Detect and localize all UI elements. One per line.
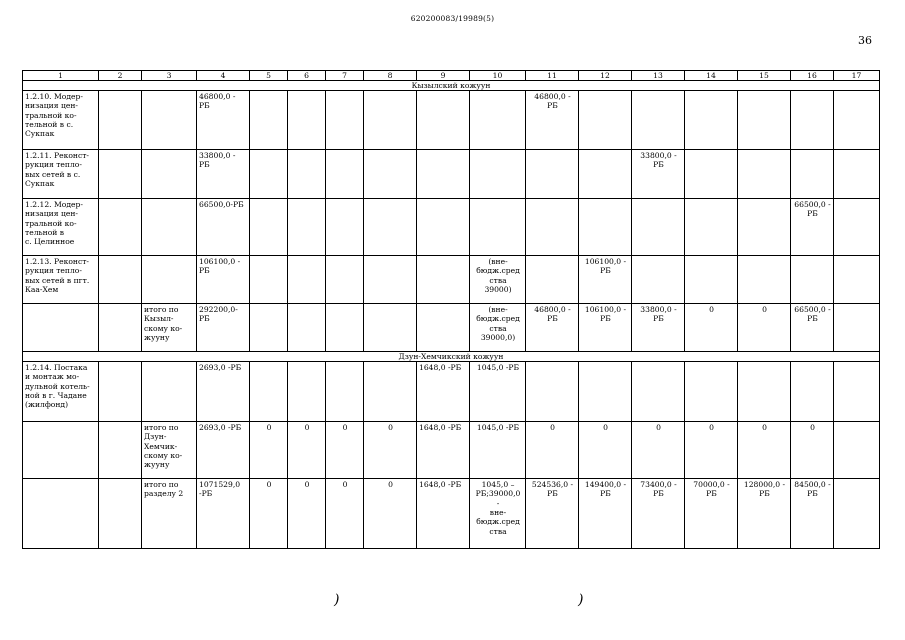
table-cell: 0	[250, 422, 288, 479]
table-cell	[685, 199, 738, 256]
table-cell: 84500,0 - РБ	[791, 479, 834, 549]
section-title: Кызылский кожуун	[23, 81, 880, 91]
table-cell: 1648,0 -РБ	[417, 422, 470, 479]
table-cell: 106100,0 - РБ	[579, 304, 632, 352]
table-cell: (вне- бюдж.сред ства 39000,0)	[470, 304, 526, 352]
table-cell: 0	[791, 422, 834, 479]
column-number-cell: 6	[288, 71, 326, 81]
table-cell	[834, 256, 880, 304]
margin-mark: )	[578, 592, 584, 608]
table-cell: 0	[250, 479, 288, 549]
table-cell	[834, 150, 880, 199]
table-row	[23, 256, 880, 304]
margin-mark: )	[334, 592, 340, 608]
table-cell	[99, 256, 142, 304]
table-cell: 0	[579, 422, 632, 479]
table-cell	[417, 304, 470, 352]
table-cell	[142, 150, 197, 199]
budget-table	[22, 70, 880, 549]
table-cell: 33800,0 - РБ	[632, 304, 685, 352]
table-cell	[364, 256, 417, 304]
table-cell: 0	[685, 422, 738, 479]
table-cell	[250, 256, 288, 304]
table-cell: 1.2.14. Постака и монтаж мо- дульной котель- ной в г. Чадане (жилфонд)	[23, 362, 99, 422]
table-cell: итого по разделу 2	[142, 479, 197, 549]
column-number-cell: 5	[250, 71, 288, 81]
table-cell	[142, 362, 197, 422]
table-cell: 0	[526, 422, 579, 479]
table-cell	[526, 256, 579, 304]
table-cell	[791, 150, 834, 199]
page-number: 36	[858, 34, 872, 47]
column-number-cell: 17	[834, 71, 880, 81]
table-cell	[632, 91, 685, 150]
table-cell: 1071529,0 -РБ	[197, 479, 250, 549]
table-cell	[142, 256, 197, 304]
table-cell	[579, 150, 632, 199]
table-cell: итого по Кызыл- скому ко- жууну	[142, 304, 197, 352]
table-cell	[417, 91, 470, 150]
table-cell	[288, 91, 326, 150]
table-cell	[326, 304, 364, 352]
table-cell: 0	[632, 422, 685, 479]
table-cell: 292200,0- РБ	[197, 304, 250, 352]
table-cell	[250, 304, 288, 352]
table-cell	[142, 91, 197, 150]
table-cell: 33800,0 - РБ	[197, 150, 250, 199]
table-cell: 1.2.12. Модер- низация цен- тральной ко- тельной в с. Целинное	[23, 199, 99, 256]
table-cell: 0	[326, 479, 364, 549]
table-cell: 0	[685, 304, 738, 352]
table-cell	[99, 304, 142, 352]
table-cell: 1045,0 -РБ	[470, 362, 526, 422]
table-cell	[250, 91, 288, 150]
table-cell: 46800,0 - РБ	[526, 304, 579, 352]
column-number-cell: 11	[526, 71, 579, 81]
table-cell: 0	[364, 422, 417, 479]
table-cell: 0	[288, 479, 326, 549]
table-cell: 2693,0 -РБ	[197, 422, 250, 479]
table-cell: 1.2.10. Модер- низация цен- тральной ко- тельной в с. Сукпак	[23, 91, 99, 150]
table-cell	[99, 91, 142, 150]
table-cell	[685, 256, 738, 304]
table-cell	[326, 199, 364, 256]
table-cell: 33800,0 - РБ	[632, 150, 685, 199]
table-cell: 149400,0 - РБ	[579, 479, 632, 549]
table-cell: 1045,0 – РБ;39000,0 - вне- бюдж.сред ства	[470, 479, 526, 549]
table-cell	[417, 150, 470, 199]
table-cell	[288, 304, 326, 352]
table-cell	[632, 362, 685, 422]
table-cell: 128000,0 - РБ	[738, 479, 791, 549]
table-cell	[685, 150, 738, 199]
table-cell	[738, 91, 791, 150]
table-cell	[250, 150, 288, 199]
section-row	[23, 81, 880, 91]
table-cell	[632, 256, 685, 304]
table-cell	[364, 199, 417, 256]
table-cell	[834, 91, 880, 150]
document-id: 620200083/19989(5)	[410, 14, 495, 23]
table-cell	[526, 199, 579, 256]
table-row	[23, 304, 880, 352]
table-cell	[364, 304, 417, 352]
column-number-cell: 2	[99, 71, 142, 81]
table-cell: 73400,0 - РБ	[632, 479, 685, 549]
table-cell: 2693,0 -РБ	[197, 362, 250, 422]
table-cell	[288, 362, 326, 422]
table-cell	[791, 362, 834, 422]
table-cell	[23, 304, 99, 352]
table-cell	[791, 91, 834, 150]
table-cell: 46800,0 - РБ	[197, 91, 250, 150]
table-cell: 0	[364, 479, 417, 549]
table-cell	[470, 150, 526, 199]
table-cell: 66500,0-РБ	[197, 199, 250, 256]
table-cell: итого по Дзун- Хемчик- скому ко- жууну	[142, 422, 197, 479]
table-cell	[326, 256, 364, 304]
table-cell: 70000,0 - РБ	[685, 479, 738, 549]
table-cell	[364, 150, 417, 199]
table-cell: 0	[288, 422, 326, 479]
table-cell: 0	[738, 304, 791, 352]
table-cell	[417, 256, 470, 304]
table-cell	[288, 199, 326, 256]
table-cell	[288, 256, 326, 304]
table-cell	[99, 422, 142, 479]
table-cell	[470, 91, 526, 150]
table-cell	[23, 479, 99, 549]
table-cell: 524536,0 - РБ	[526, 479, 579, 549]
table-cell	[99, 199, 142, 256]
table-cell	[326, 362, 364, 422]
table-cell	[23, 422, 99, 479]
table-cell	[250, 362, 288, 422]
column-number-cell: 8	[364, 71, 417, 81]
table-row	[23, 150, 880, 199]
column-number-cell: 13	[632, 71, 685, 81]
table-cell	[738, 199, 791, 256]
table-row	[23, 422, 880, 479]
table-cell	[99, 150, 142, 199]
table-cell	[250, 199, 288, 256]
table-cell	[685, 362, 738, 422]
table-cell	[470, 199, 526, 256]
table-cell	[834, 199, 880, 256]
table-cell: 66500,0 - РБ	[791, 304, 834, 352]
column-number-cell: 9	[417, 71, 470, 81]
table-cell	[579, 199, 632, 256]
table-cell	[364, 91, 417, 150]
table-cell	[834, 304, 880, 352]
table-row	[23, 479, 880, 549]
table-cell	[99, 362, 142, 422]
column-number-cell: 12	[579, 71, 632, 81]
table-cell	[326, 150, 364, 199]
table-cell	[364, 362, 417, 422]
section-title: Дзун-Хемчикский кожуун	[23, 352, 880, 362]
table-cell	[738, 150, 791, 199]
table-cell	[526, 362, 579, 422]
section-row	[23, 352, 880, 362]
table-cell	[579, 91, 632, 150]
table-cell: 1648,0 -РБ	[417, 362, 470, 422]
table-cell: 1.2.11. Реконст- рукция тепло- вых сетей в с. Сукпак	[23, 150, 99, 199]
table-cell: (вне- бюдж.сред ства 39000)	[470, 256, 526, 304]
table-cell: 46800,0 - РБ	[526, 91, 579, 150]
table-cell: 0	[738, 422, 791, 479]
table-cell: 1648,0 -РБ	[417, 479, 470, 549]
column-number-cell: 16	[791, 71, 834, 81]
column-number-cell: 4	[197, 71, 250, 81]
column-number-cell: 1	[23, 71, 99, 81]
column-number-cell: 3	[142, 71, 197, 81]
column-number-cell: 15	[738, 71, 791, 81]
table-cell: 106100,0 - РБ	[579, 256, 632, 304]
column-number-cell: 10	[470, 71, 526, 81]
table-row	[23, 199, 880, 256]
column-number-row	[23, 71, 880, 81]
table-row	[23, 362, 880, 422]
table-cell	[834, 422, 880, 479]
table-cell: 1045,0 -РБ	[470, 422, 526, 479]
table-cell	[685, 91, 738, 150]
table-cell	[738, 362, 791, 422]
table-cell: 1.2.13. Реконст- рукция тепло- вых сетей в пгт. Каа-Хем	[23, 256, 99, 304]
table-cell	[579, 362, 632, 422]
table-cell: 66500,0 - РБ	[791, 199, 834, 256]
table-cell	[326, 91, 364, 150]
table-cell	[738, 256, 791, 304]
table-cell	[834, 362, 880, 422]
table-cell	[99, 479, 142, 549]
table-cell	[526, 150, 579, 199]
table-cell: 106100,0 - РБ	[197, 256, 250, 304]
table-cell	[791, 256, 834, 304]
table-cell	[142, 199, 197, 256]
table-cell	[632, 199, 685, 256]
table-cell	[417, 199, 470, 256]
column-number-cell: 14	[685, 71, 738, 81]
column-number-cell: 7	[326, 71, 364, 81]
table-cell	[834, 479, 880, 549]
table-cell	[288, 150, 326, 199]
table-row	[23, 91, 880, 150]
table-cell: 0	[326, 422, 364, 479]
